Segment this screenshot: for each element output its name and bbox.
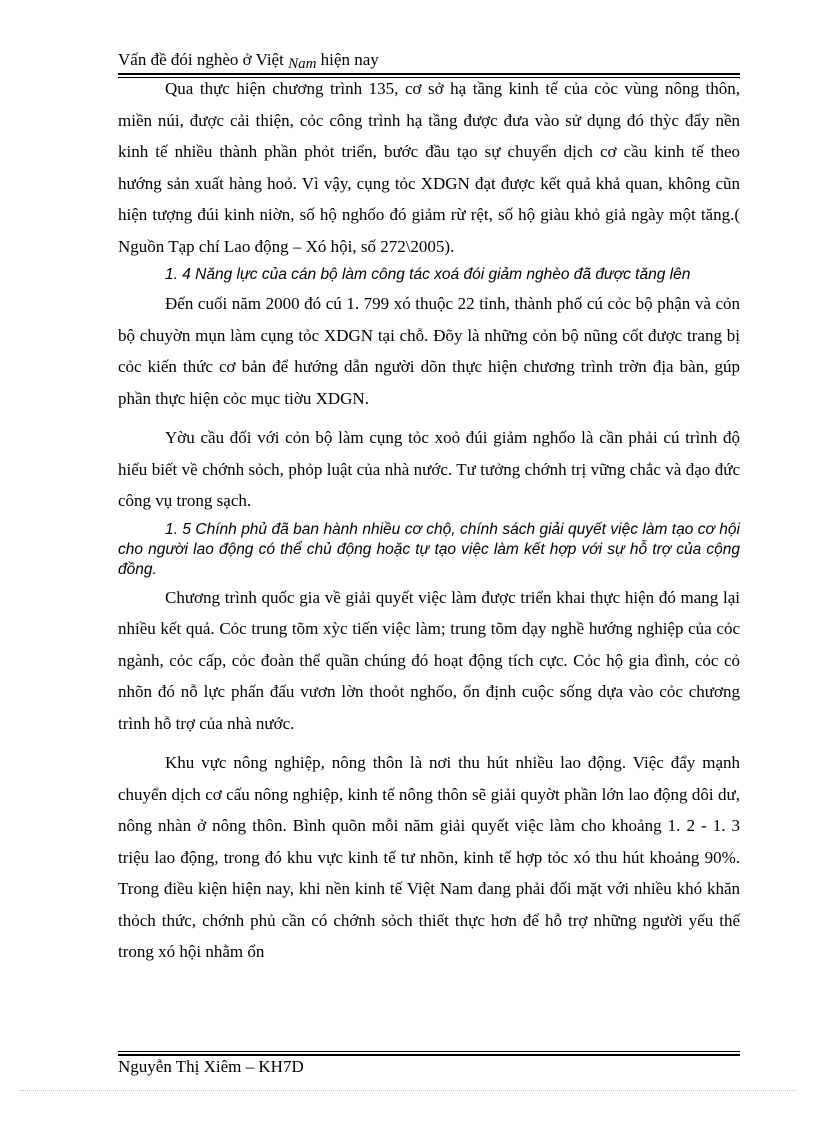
header-title-script: Nam	[288, 56, 317, 72]
header-title-end: hiện nay	[316, 50, 379, 69]
header-title-start: Vấn đề đói nghèo ở Việt	[118, 50, 289, 69]
paragraph-4: Chương trình quốc gia về giải quyết việc làm được triển khai thực hiện đó mang lại nhiều kết quả. Cỏc trung tõm xỳc tiến việc làm; trung tõm dạy nghề hướng nghiệp của cỏc ngành, cỏc cấp, cỏc đoàn thể quần chúng đó hoạt động tích cực. Cỏc hộ gia đình, cỏc cỏ nhõn đó nỗ lực phấn đấu vươn lờn thoỏt nghốo, ổn định cuộc sống dựa vào cỏc chương trình hỗ trợ của nhà nước.	[118, 587, 740, 733]
running-header	[118, 49, 740, 72]
section-heading-1-5: 1. 5 Chính phủ đã ban hành nhiều cơ chộ, chính sách giải quyết việc làm tạo cơ hội cho người lao động có thể chủ động hoặc tự tạo việc làm kết hợp với sự hỗ trợ của cộng đồng.	[118, 520, 740, 578]
section-heading-1-4: 1. 4 Năng lực của cán bộ làm công tác xoá đói giảm nghèo đã được tăng lên	[165, 266, 691, 283]
running-footer: Nguyễn Thị Xiêm – KH7D	[118, 1057, 304, 1076]
body-text	[118, 73, 740, 968]
page-bottom-edge	[20, 1090, 796, 1091]
paragraph-1: Qua thực hiện chương trình 135, cơ sở hạ tầng kinh tế của cỏc vùng nông thôn, miền núi, được cải thiện, cỏc công trình hạ tầng được đưa vào sử dụng đó thỳc đẩy nền kinh tế nhiều thành phần phỏt triển, bước đầu tạo sự chuyển dịch cơ cầu kinh tế theo hướng sản xuất hàng hoỏ. Vì vậy, cụng tỏc XDGN đạt được kết quả khả quan, không cũn hiện tượng đúi kinh niờn, số hộ nghốo đó giảm rừ rệt, số hộ giàu khỏ giả ngày một tăng.( Nguồn Tạp chí Lao động – Xó hội, số 272\2005).	[118, 79, 740, 256]
footer-rule-thin	[118, 1051, 740, 1052]
paragraph-3: Yờu cầu đối với cỏn bộ làm cụng tỏc xoỏ đúi giảm nghốo là cần phải cú trình độ hiểu biết về chớnh sỏch, phỏp luật của nhà nước. Tư tưởng chớnh trị vững chắc và đạo đức công vụ trong sạch.	[118, 428, 740, 510]
paragraph-5: Khu vực nông nghiệp, nông thôn là nơi thu hút nhiều lao động. Việc đẩy mạnh chuyển dịch cơ cấu nông nghiệp, kinh tế nông thôn sẽ giải quyờt phần lớn lao động dôi dư, nông nhàn ở nông thôn. Bình quõn mỗi năm giải quyết việc làm cho khoảng 1. 2 - 1. 3 triệu lao động, trong đó khu vực kinh tế tư nhõn, kinh tế hợp tỏc xó thu hút khoảng 90%. Trong điều kiện hiện nay, khi nền kinh tế Việt Nam đang phải đối mặt với nhiều khó khăn thỏch thức, chớnh phủ cần có chớnh sỏch thiết thực hơn để hỗ trợ những người yếu thế trong xó hội nhằm ổn	[118, 753, 740, 961]
paragraph-2: Đến cuối năm 2000 đó cú 1. 799 xó thuộc 22 tỉnh, thành phố cú cỏc bộ phận và cỏn bộ chuyờn mụn làm cụng tỏc XDGN tại chỗ. Đõy là những cỏn bộ nũng cốt được trang bị cỏc kiến thức cơ bản để hướng dẫn người dõn thực hiện chương trình trờn địa bàn, gúp phần thực hiện cỏc mục tiờu XDGN.	[118, 294, 740, 408]
